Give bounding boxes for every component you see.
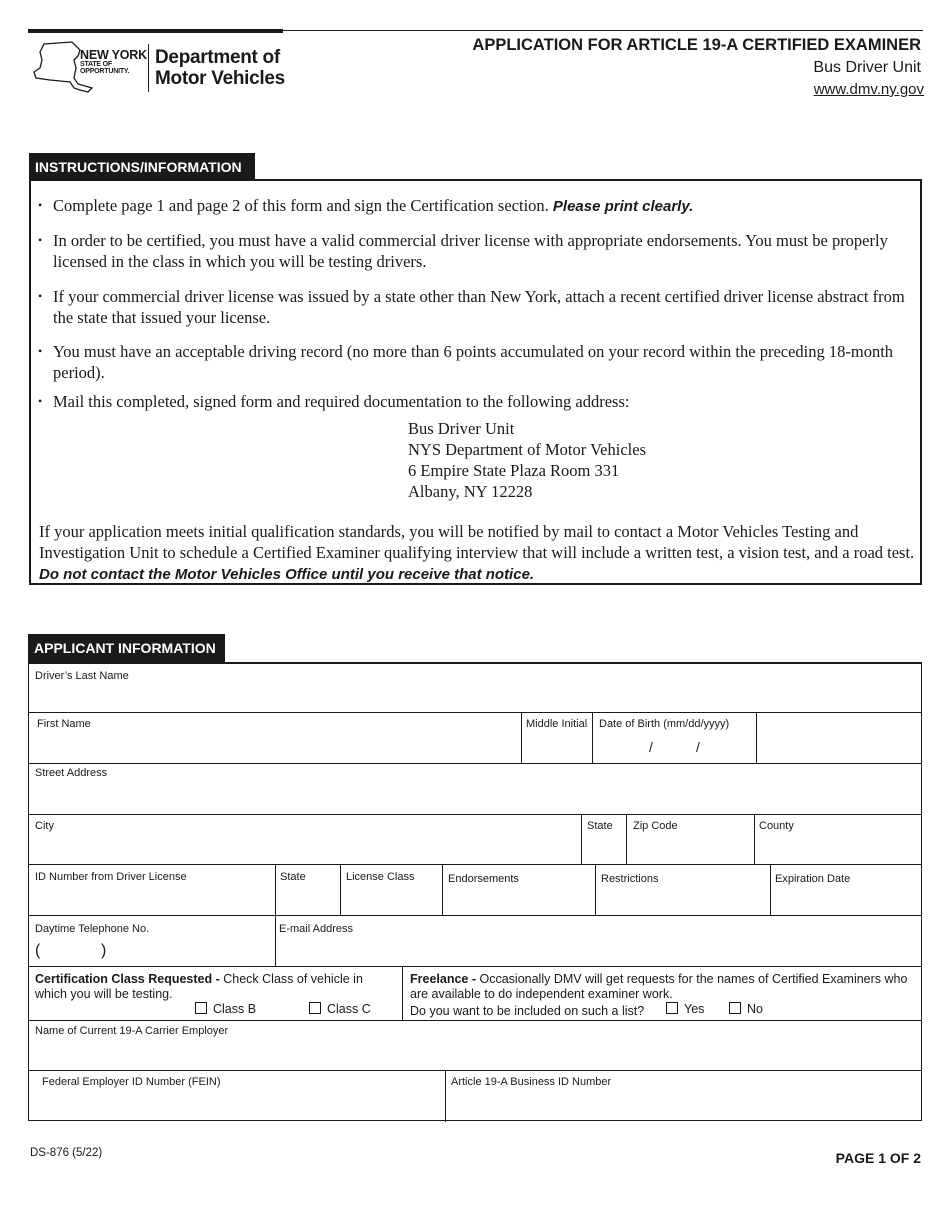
license-id-field[interactable]: ID Number from Driver License bbox=[35, 871, 187, 883]
instruction-item bbox=[38, 391, 918, 412]
address-line: Bus Driver Unit bbox=[408, 419, 515, 438]
business-id-field[interactable]: Article 19-A Business ID Number bbox=[451, 1076, 612, 1088]
phone-field[interactable]: Daytime Telephone No. bbox=[35, 923, 150, 935]
col-divider bbox=[756, 712, 757, 764]
license-state-field[interactable]: State bbox=[280, 871, 306, 883]
county-field[interactable]: County bbox=[759, 820, 794, 832]
instruction-text: In order to be certified, you must have a valid commercial driver license with appropriate endorsements. You must be properly licensed in the class in which you will be testing drivers. bbox=[53, 231, 888, 271]
mailing-address bbox=[408, 418, 646, 502]
freelance-question: Do you want to be included on such a list? bbox=[410, 1004, 645, 1018]
expiration-date-field[interactable]: Expiration Date bbox=[775, 873, 851, 885]
last-name-field[interactable]: Driver’s Last Name bbox=[35, 670, 129, 682]
row-divider bbox=[29, 915, 921, 916]
col-divider bbox=[442, 864, 443, 916]
class-b-checkbox[interactable] bbox=[195, 1002, 256, 1016]
dmv-wordmark bbox=[155, 47, 285, 89]
col-divider bbox=[402, 966, 403, 1021]
instruction-item bbox=[38, 230, 918, 272]
class-c-label: Class C bbox=[327, 1002, 371, 1016]
logo-divider bbox=[148, 44, 149, 92]
nys-wordmark bbox=[80, 50, 147, 75]
form-number: DS-876 (5/22) bbox=[30, 1147, 103, 1159]
checkbox-icon bbox=[309, 1002, 321, 1014]
instruction-item bbox=[38, 195, 918, 217]
col-divider bbox=[521, 712, 522, 764]
no-label: No bbox=[747, 1002, 763, 1016]
row-divider bbox=[29, 763, 921, 764]
col-divider bbox=[626, 814, 627, 865]
col-divider bbox=[275, 915, 276, 967]
freelance-instructions bbox=[410, 972, 915, 1002]
phone-paren-open: ( bbox=[35, 942, 41, 959]
bullet-icon: • bbox=[38, 289, 43, 303]
dmv-line2: Motor Vehicles bbox=[155, 68, 285, 89]
instructions-box bbox=[29, 179, 922, 585]
cert-class-instructions bbox=[35, 972, 397, 1002]
row-divider bbox=[29, 712, 921, 713]
row-divider bbox=[29, 1020, 921, 1021]
col-divider bbox=[445, 1070, 446, 1122]
form-title: APPLICATION FOR ARTICLE 19-A CERTIFIED EXAMINER bbox=[472, 36, 921, 54]
phone-paren-close: ) bbox=[101, 942, 107, 959]
freelance-title: Freelance - bbox=[410, 972, 477, 986]
closing-emphasis: Do not contact the Motor Vehicles Office until you receive that notice. bbox=[39, 566, 535, 583]
cert-class-text: Check Class of vehicle in which you will be testing. bbox=[35, 972, 363, 1001]
page-number: PAGE 1 OF 2 bbox=[835, 1150, 921, 1166]
yes-label: Yes bbox=[684, 1002, 705, 1016]
bullet-icon: • bbox=[38, 344, 43, 358]
instruction-item bbox=[38, 286, 918, 328]
col-divider bbox=[754, 814, 755, 865]
fein-field[interactable]: Federal Employer ID Number (FEIN) bbox=[42, 1076, 221, 1088]
instruction-emphasis: Please print clearly. bbox=[552, 198, 694, 215]
checkbox-icon bbox=[195, 1002, 207, 1014]
email-field[interactable]: E-mail Address bbox=[279, 923, 353, 935]
dob-separator: / bbox=[696, 739, 700, 755]
row-divider bbox=[29, 864, 921, 865]
address-line: NYS Department of Motor Vehicles bbox=[408, 440, 646, 459]
dob-field[interactable]: Date of Birth (mm/dd/yyyy) bbox=[599, 718, 730, 730]
freelance-yes-checkbox[interactable] bbox=[666, 1002, 704, 1016]
bullet-icon: • bbox=[38, 198, 43, 212]
state-field[interactable]: State bbox=[587, 820, 613, 832]
nys-line2: STATE OF bbox=[80, 61, 112, 68]
instruction-text: If your commercial driver license was issued by a state other than New York, attach a recent certified driver license abstract from the state that issued your license. bbox=[53, 287, 905, 327]
address-line: Albany, NY 12228 bbox=[408, 482, 533, 501]
cert-class-title: Certification Class Requested - bbox=[35, 972, 220, 986]
col-divider bbox=[581, 814, 582, 865]
checkbox-icon bbox=[666, 1002, 678, 1014]
col-divider bbox=[770, 864, 771, 916]
col-divider bbox=[595, 864, 596, 916]
address-line: 6 Empire State Plaza Room 331 bbox=[408, 461, 620, 480]
header-rule-thin bbox=[283, 30, 923, 31]
closing-paragraph bbox=[39, 521, 917, 585]
row-divider bbox=[29, 814, 921, 815]
instruction-text: Complete page 1 and page 2 of this form and sign the Certification section. bbox=[53, 196, 549, 215]
closing-text: If your application meets initial qualification standards, you will be notified by mail to contact a Motor Vehicles Testing and Investigation Unit to schedule a Certified Examiner qualifying interview that will include a written test, a vision test, and a road test. bbox=[39, 522, 915, 562]
instruction-item bbox=[38, 341, 918, 383]
nys-line3: OPPORTUNITY. bbox=[80, 68, 130, 75]
endorsements-field[interactable]: Endorsements bbox=[448, 873, 519, 885]
freelance-text: Occasionally DMV will get requests for the names of Certified Examiners who are available to do independent examiner work. bbox=[410, 972, 908, 1001]
checkbox-icon bbox=[729, 1002, 741, 1014]
restrictions-field[interactable]: Restrictions bbox=[601, 873, 659, 885]
applicant-form bbox=[28, 662, 922, 1121]
bullet-icon: • bbox=[38, 233, 43, 247]
col-divider bbox=[340, 864, 341, 916]
applicant-heading: APPLICANT INFORMATION bbox=[28, 634, 225, 662]
bullet-icon: • bbox=[38, 394, 43, 408]
col-divider bbox=[592, 712, 593, 764]
dmv-line1: Department of bbox=[155, 47, 280, 68]
carrier-employer-field[interactable]: Name of Current 19-A Carrier Employer bbox=[35, 1025, 229, 1037]
class-b-label: Class B bbox=[213, 1002, 257, 1016]
first-name-field[interactable]: First Name bbox=[37, 718, 91, 730]
license-class-field[interactable]: License Class bbox=[346, 871, 415, 883]
freelance-no-checkbox[interactable] bbox=[729, 1002, 763, 1016]
website-link[interactable]: www.dmv.ny.gov bbox=[813, 81, 924, 98]
instructions-heading: INSTRUCTIONS/INFORMATION bbox=[29, 153, 255, 180]
dob-separator: / bbox=[649, 739, 653, 755]
street-address-field[interactable]: Street Address bbox=[35, 767, 108, 779]
row-divider bbox=[29, 1070, 921, 1071]
header-rule-thick bbox=[28, 29, 283, 33]
instruction-text: You must have an acceptable driving record (no more than 6 points accumulated on your record within the preceding 18-month period). bbox=[53, 342, 894, 382]
unit-name: Bus Driver Unit bbox=[813, 59, 921, 76]
class-c-checkbox[interactable] bbox=[309, 1002, 371, 1016]
middle-initial-field[interactable]: Middle Initial bbox=[526, 718, 588, 730]
zip-code-field[interactable]: Zip Code bbox=[633, 820, 678, 832]
nys-line1: NEW YORK bbox=[80, 48, 147, 62]
row-divider bbox=[29, 966, 921, 967]
col-divider bbox=[275, 864, 276, 916]
instruction-text: Mail this completed, signed form and required documentation to the following address: bbox=[53, 392, 630, 411]
city-field[interactable]: City bbox=[35, 820, 54, 832]
